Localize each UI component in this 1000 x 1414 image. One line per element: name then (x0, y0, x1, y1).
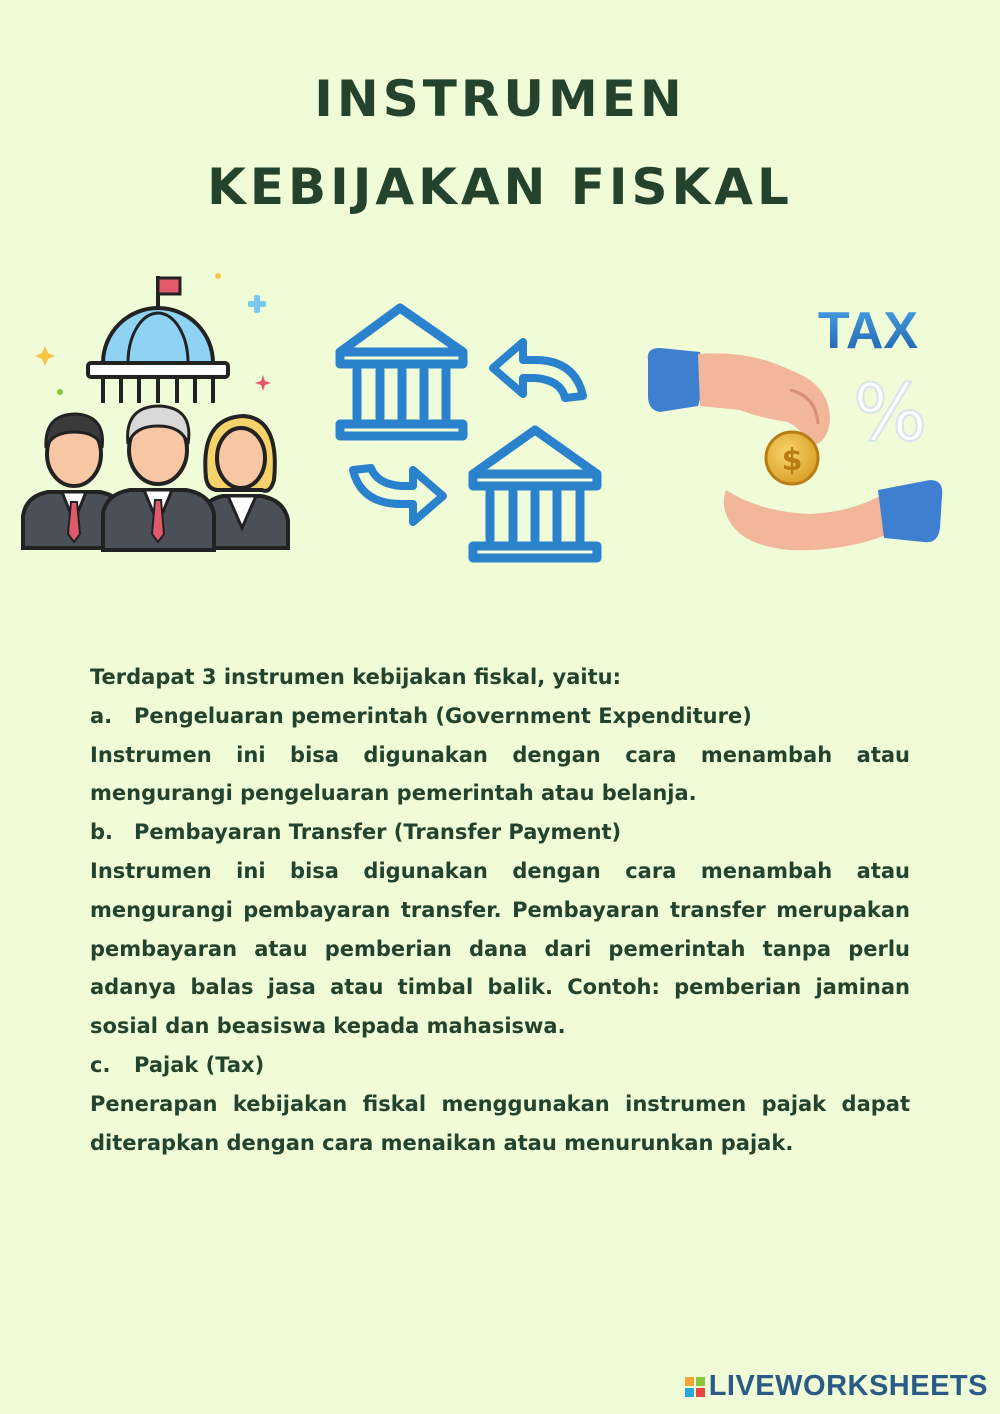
content-body (90, 658, 910, 1162)
item-description-b: Instrumen ini bisa digunakan dengan cara menambah atau mengurangi pembayaran transfer. Pembayaran transfer merupakan pembayaran atau pemberian dana dari pemerintah tanpa perlu adanya balas jasa atau timbal balik. Contoh: pemberian jaminan sosial dan beasiswa kepada mahasiswa. (90, 858, 910, 1039)
tax-payment-icon (640, 300, 950, 560)
item-description-c: Penerapan kebijakan fiskal menggunakan instrumen pajak dapat diterapkan dengan cara menaikan atau menurunkan pajak. (90, 1091, 910, 1155)
item-heading: Pengeluaran pemerintah (Government Expenditure) (134, 703, 752, 728)
dollar-symbol: $ (781, 443, 803, 478)
item-marker: c. (90, 1052, 111, 1077)
item-heading: Pembayaran Transfer (Transfer Payment) (134, 820, 622, 845)
item-marker: a. (90, 703, 113, 728)
item-heading-b (90, 813, 910, 852)
tax-label: TAX (817, 302, 919, 360)
government-officials-icon (18, 268, 298, 558)
item-description-a: Instrumen ini bisa digunakan dengan cara menambah atau mengurangi pengeluaran pemerintah atau belanja. (90, 742, 910, 806)
liveworksheets-logo[interactable] (685, 1370, 988, 1403)
percent-symbol: % (852, 369, 928, 459)
title-line-1: INSTRUMEN (314, 70, 686, 128)
item-marker: b. (90, 820, 114, 845)
item-heading-a (90, 697, 910, 736)
logo-grid-icon (685, 1377, 705, 1397)
item-heading: Pajak (Tax) (134, 1052, 265, 1077)
title-line-2: KEBIJAKAN FISKAL (207, 158, 793, 216)
bank-transfer-icon (325, 290, 615, 580)
brand-name: LIVEWORKSHEETS (708, 1370, 988, 1402)
item-heading-c (90, 1046, 910, 1085)
intro-text: Terdapat 3 instrumen kebijakan fiskal, yaitu: (90, 665, 621, 689)
